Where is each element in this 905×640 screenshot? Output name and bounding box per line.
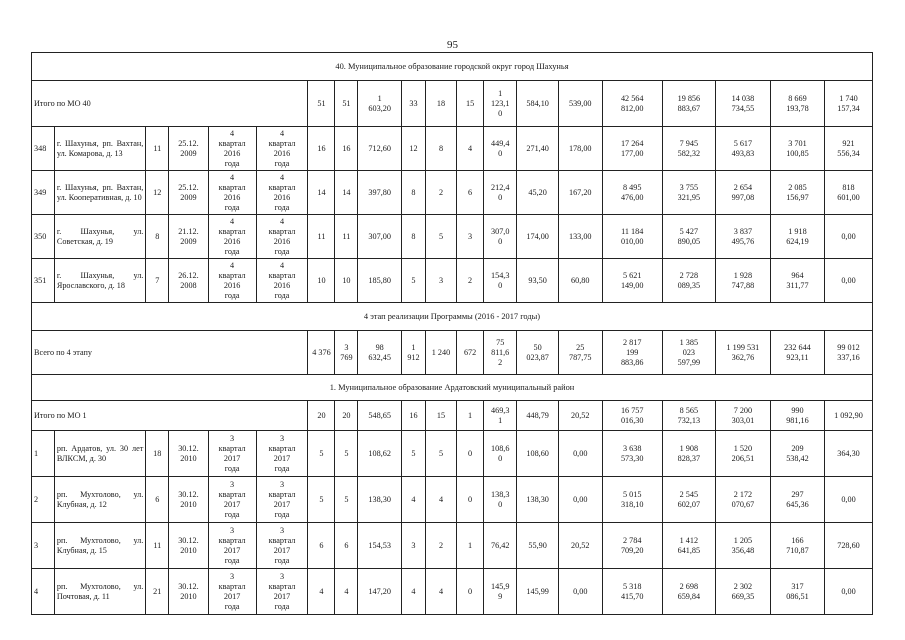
table-cell: 16 bbox=[335, 127, 358, 171]
table-cell: 271,40 bbox=[517, 127, 559, 171]
table-cell: 3 квартал 2017 года bbox=[208, 477, 256, 523]
table-cell: 174,00 bbox=[517, 215, 559, 259]
total-cell: 16 757 016,30 bbox=[602, 401, 662, 431]
total-cell: 51 bbox=[308, 81, 335, 127]
table-cell: 138,30 bbox=[358, 477, 402, 523]
total-cell: 1 740 157,34 bbox=[824, 81, 872, 127]
table-cell: 0,00 bbox=[824, 259, 872, 303]
table-cell: 5 617 493,83 bbox=[715, 127, 770, 171]
table-cell: 1 918 624,19 bbox=[770, 215, 824, 259]
total-cell: 14 038 734,55 bbox=[715, 81, 770, 127]
table-cell: 3 bbox=[425, 259, 456, 303]
table-cell: 1 908 828,37 bbox=[662, 431, 715, 477]
table-cell: 108,62 bbox=[358, 431, 402, 477]
table-cell: 21 bbox=[146, 569, 169, 615]
table-cell: 712,60 bbox=[358, 127, 402, 171]
address-cell: рп. Мухтолово, ул. Клубная, д. 15 bbox=[54, 523, 145, 569]
table-cell: 6 bbox=[457, 171, 484, 215]
table-cell: 11 bbox=[308, 215, 335, 259]
table-cell: 4 квартал 2016 года bbox=[256, 127, 308, 171]
total-cell: 3 769 bbox=[335, 331, 358, 375]
table-cell: 145,99 bbox=[517, 569, 559, 615]
table-cell: 1 bbox=[457, 523, 484, 569]
total-cell: 448,79 bbox=[517, 401, 559, 431]
total-cell: 16 bbox=[402, 401, 426, 431]
total-cell: 584,10 bbox=[517, 81, 559, 127]
table-cell: 212,4 0 bbox=[484, 171, 517, 215]
table-cell: 0 bbox=[457, 431, 484, 477]
table-cell: 0,00 bbox=[558, 477, 602, 523]
table-cell: 964 311,77 bbox=[770, 259, 824, 303]
total-cell: 15 bbox=[457, 81, 484, 127]
total-cell: 8 669 193,78 bbox=[770, 81, 824, 127]
table-cell: 30.12. 2010 bbox=[169, 477, 209, 523]
table-cell: 30.12. 2010 bbox=[169, 523, 209, 569]
table-cell: 4 bbox=[335, 569, 358, 615]
table-cell: 350 bbox=[32, 215, 55, 259]
table-cell: 2 728 089,35 bbox=[662, 259, 715, 303]
address-cell: г. Шахунья, рп. Вахтан, ул. Комарова, д. 13 bbox=[54, 127, 145, 171]
total-cell: 8 565 732,13 bbox=[662, 401, 715, 431]
table-cell: 7 945 582,32 bbox=[662, 127, 715, 171]
table-cell: 30.12. 2010 bbox=[169, 431, 209, 477]
table-cell: 0 bbox=[457, 477, 484, 523]
table-cell: 5 318 415,70 bbox=[602, 569, 662, 615]
table-cell: 5 bbox=[402, 431, 426, 477]
table-cell: 364,30 bbox=[824, 431, 872, 477]
table-cell: 2 bbox=[425, 171, 456, 215]
table-cell: 0,00 bbox=[824, 477, 872, 523]
table-cell: 4 квартал 2016 года bbox=[208, 171, 256, 215]
table-cell: 728,60 bbox=[824, 523, 872, 569]
table-cell: 2 654 997,08 bbox=[715, 171, 770, 215]
table-cell: 1 bbox=[32, 431, 55, 477]
total-label: Итого по МО 40 bbox=[32, 81, 308, 127]
address-cell: г. Шахунья, рп. Вахтан, ул. Кооперативная, д. 10 bbox=[54, 171, 145, 215]
table-cell: 4 квартал 2016 года bbox=[208, 215, 256, 259]
total-cell: 1 bbox=[457, 401, 484, 431]
section-title: 1. Муниципальное образование Ардатовский муниципальный район bbox=[32, 375, 873, 401]
table-cell: 4 bbox=[32, 569, 55, 615]
table-cell: 5 bbox=[308, 477, 335, 523]
table-cell: 3 bbox=[402, 523, 426, 569]
table-cell: 307,00 bbox=[358, 215, 402, 259]
table-cell: 8 bbox=[402, 171, 426, 215]
table-cell: 7 bbox=[146, 259, 169, 303]
table-cell: 2 302 669,35 bbox=[715, 569, 770, 615]
table-cell: 5 bbox=[402, 259, 426, 303]
total-cell: 15 bbox=[425, 401, 456, 431]
table-cell: 5 015 318,10 bbox=[602, 477, 662, 523]
address-cell: рп. Мухтолово, ул. Клубная, д. 12 bbox=[54, 477, 145, 523]
table-cell: 8 bbox=[402, 215, 426, 259]
total-cell: 7 200 303,01 bbox=[715, 401, 770, 431]
table-cell: 11 bbox=[146, 127, 169, 171]
table-cell: 3 квартал 2017 года bbox=[256, 523, 308, 569]
table-cell: 25.12. 2009 bbox=[169, 127, 209, 171]
total-cell: 672 bbox=[457, 331, 484, 375]
address-cell: г. Шахунья, ул. Ярославского, д. 18 bbox=[54, 259, 145, 303]
table-cell: 2 698 659,84 bbox=[662, 569, 715, 615]
table-cell: 3 квартал 2017 года bbox=[208, 431, 256, 477]
table-cell: 2 172 070,67 bbox=[715, 477, 770, 523]
total-label: Всего по 4 этапу bbox=[32, 331, 308, 375]
table-cell: 45,20 bbox=[517, 171, 559, 215]
table-row bbox=[32, 477, 873, 523]
table-cell: 5 bbox=[425, 431, 456, 477]
table-cell: 1 520 206,51 bbox=[715, 431, 770, 477]
table-cell: 3 bbox=[457, 215, 484, 259]
total-cell: 20 bbox=[308, 401, 335, 431]
table-cell: 4 bbox=[308, 569, 335, 615]
total-cell: 99 012 337,16 bbox=[824, 331, 872, 375]
table-cell: 12 bbox=[146, 171, 169, 215]
table-cell: 4 квартал 2016 года bbox=[256, 215, 308, 259]
table-cell: 108,60 bbox=[517, 431, 559, 477]
table-cell: 2 bbox=[457, 259, 484, 303]
table-row bbox=[32, 569, 873, 615]
table-cell: 4 квартал 2016 года bbox=[208, 259, 256, 303]
table-cell: 154,3 0 bbox=[484, 259, 517, 303]
total-cell: 42 564 812,00 bbox=[602, 81, 662, 127]
table-cell: 18 bbox=[146, 431, 169, 477]
table-cell: 6 bbox=[335, 523, 358, 569]
section-title: 40. Муниципальное образование городской округ город Шахунья bbox=[32, 53, 873, 81]
table-cell: 0,00 bbox=[824, 569, 872, 615]
table-cell: 4 bbox=[402, 477, 426, 523]
table-row bbox=[32, 127, 873, 171]
total-cell: 98 632,45 bbox=[358, 331, 402, 375]
table-cell: 55,90 bbox=[517, 523, 559, 569]
address-cell: рп. Ардатов, ул. 30 лет ВЛКСМ, д. 30 bbox=[54, 431, 145, 477]
table-cell: 167,20 bbox=[558, 171, 602, 215]
total-cell: 20 bbox=[335, 401, 358, 431]
table-cell: 397,80 bbox=[358, 171, 402, 215]
table-row bbox=[32, 171, 873, 215]
table-cell: 4 квартал 2016 года bbox=[256, 259, 308, 303]
table-cell: 17 264 177,00 bbox=[602, 127, 662, 171]
table-cell: 30.12. 2010 bbox=[169, 569, 209, 615]
address-cell: г. Шахунья, ул. Советская, д. 19 bbox=[54, 215, 145, 259]
total-cell: 18 bbox=[425, 81, 456, 127]
table-row bbox=[32, 431, 873, 477]
table-cell: 5 bbox=[335, 431, 358, 477]
total-cell: 539,00 bbox=[558, 81, 602, 127]
table-cell: 307,0 0 bbox=[484, 215, 517, 259]
table-cell: 4 квартал 2016 года bbox=[208, 127, 256, 171]
table-cell: 138,3 0 bbox=[484, 477, 517, 523]
table-cell: 3 755 321,95 bbox=[662, 171, 715, 215]
table-cell: 297 645,36 bbox=[770, 477, 824, 523]
table-cell: 0,00 bbox=[824, 215, 872, 259]
table-cell: 5 427 890,05 bbox=[662, 215, 715, 259]
total-cell: 51 bbox=[335, 81, 358, 127]
table-cell: 2 bbox=[425, 523, 456, 569]
table-cell: 3 837 495,76 bbox=[715, 215, 770, 259]
table-cell: 3 701 100,85 bbox=[770, 127, 824, 171]
housing-program-table bbox=[31, 52, 873, 615]
table-cell: 209 538,42 bbox=[770, 431, 824, 477]
table-cell: 3 квартал 2017 года bbox=[208, 523, 256, 569]
table-cell: 178,00 bbox=[558, 127, 602, 171]
table-cell: 8 bbox=[425, 127, 456, 171]
table-cell: 6 bbox=[146, 477, 169, 523]
total-cell: 1 123,1 0 bbox=[484, 81, 517, 127]
total-cell: 469,3 1 bbox=[484, 401, 517, 431]
table-cell: 5 bbox=[308, 431, 335, 477]
table-cell: 185,80 bbox=[358, 259, 402, 303]
table-cell: 8 bbox=[146, 215, 169, 259]
table-cell: 3 bbox=[32, 523, 55, 569]
table-cell: 2 bbox=[32, 477, 55, 523]
table-cell: 133,00 bbox=[558, 215, 602, 259]
table-cell: 921 556,34 bbox=[824, 127, 872, 171]
total-cell: 4 376 bbox=[308, 331, 335, 375]
table-cell: 60,80 bbox=[558, 259, 602, 303]
table-cell: 14 bbox=[335, 171, 358, 215]
table-cell: 5 bbox=[425, 215, 456, 259]
table-cell: 25.12. 2009 bbox=[169, 171, 209, 215]
total-cell: 19 856 883,67 bbox=[662, 81, 715, 127]
total-cell: 1 240 bbox=[425, 331, 456, 375]
table-cell: 5 621 149,00 bbox=[602, 259, 662, 303]
total-cell: 548,65 bbox=[358, 401, 402, 431]
table-cell: 20,52 bbox=[558, 523, 602, 569]
table-cell: 0,00 bbox=[558, 431, 602, 477]
table-cell: 1 205 356,48 bbox=[715, 523, 770, 569]
table-cell: 3 квартал 2017 года bbox=[208, 569, 256, 615]
total-cell: 1 603,20 bbox=[358, 81, 402, 127]
total-cell: 50 023,87 bbox=[517, 331, 559, 375]
table-cell: 4 bbox=[425, 569, 456, 615]
table-cell: 3 квартал 2017 года bbox=[256, 569, 308, 615]
table-cell: 449,4 0 bbox=[484, 127, 517, 171]
table-cell: 317 086,51 bbox=[770, 569, 824, 615]
table-cell: 348 bbox=[32, 127, 55, 171]
total-cell: 1 912 bbox=[402, 331, 426, 375]
total-cell: 33 bbox=[402, 81, 426, 127]
table-cell: 2 545 602,07 bbox=[662, 477, 715, 523]
table-cell: 21.12. 2009 bbox=[169, 215, 209, 259]
table-cell: 3 квартал 2017 года bbox=[256, 477, 308, 523]
total-label: Итого по МО 1 bbox=[32, 401, 308, 431]
table-cell: 0,00 bbox=[558, 569, 602, 615]
table-cell: 16 bbox=[308, 127, 335, 171]
table-cell: 349 bbox=[32, 171, 55, 215]
table-cell: 4 bbox=[457, 127, 484, 171]
table-cell: 76,42 bbox=[484, 523, 517, 569]
table-cell: 4 bbox=[402, 569, 426, 615]
table-cell: 4 bbox=[425, 477, 456, 523]
table-cell: 1 928 747,88 bbox=[715, 259, 770, 303]
table-cell: 1 412 641,85 bbox=[662, 523, 715, 569]
table-cell: 145,9 9 bbox=[484, 569, 517, 615]
total-cell: 25 787,75 bbox=[558, 331, 602, 375]
table-cell: 5 bbox=[335, 477, 358, 523]
total-cell: 232 644 923,11 bbox=[770, 331, 824, 375]
table-cell: 818 601,00 bbox=[824, 171, 872, 215]
address-cell: рп. Мухтолово, ул. Почтовая, д. 11 bbox=[54, 569, 145, 615]
stage-total-row bbox=[32, 331, 873, 375]
table-cell: 108,6 0 bbox=[484, 431, 517, 477]
table-cell: 8 495 476,00 bbox=[602, 171, 662, 215]
table-cell: 11 bbox=[146, 523, 169, 569]
total-cell: 1 092,90 bbox=[824, 401, 872, 431]
total-cell: 2 817 199 883,86 bbox=[602, 331, 662, 375]
total-cell: 1 385 023 597,99 bbox=[662, 331, 715, 375]
table-row bbox=[32, 259, 873, 303]
page-number: 95 bbox=[447, 39, 458, 51]
table-cell: 93,50 bbox=[517, 259, 559, 303]
table-cell: 154,53 bbox=[358, 523, 402, 569]
table-cell: 147,20 bbox=[358, 569, 402, 615]
table-cell: 6 bbox=[308, 523, 335, 569]
table-cell: 0 bbox=[457, 569, 484, 615]
table-cell: 138,30 bbox=[517, 477, 559, 523]
total-cell: 75 811,6 2 bbox=[484, 331, 517, 375]
table-row bbox=[32, 523, 873, 569]
total-cell: 990 981,16 bbox=[770, 401, 824, 431]
total-row bbox=[32, 81, 873, 127]
table-cell: 3 638 573,30 bbox=[602, 431, 662, 477]
total-cell: 20,52 bbox=[558, 401, 602, 431]
stage-title: 4 этап реализации Программы (2016 - 2017 годы) bbox=[32, 303, 873, 331]
table-cell: 11 184 010,00 bbox=[602, 215, 662, 259]
table-cell: 2 784 709,20 bbox=[602, 523, 662, 569]
table-cell: 26.12. 2008 bbox=[169, 259, 209, 303]
table-cell: 10 bbox=[335, 259, 358, 303]
table-cell: 11 bbox=[335, 215, 358, 259]
table-cell: 351 bbox=[32, 259, 55, 303]
table-cell: 2 085 156,97 bbox=[770, 171, 824, 215]
table-cell: 14 bbox=[308, 171, 335, 215]
table-cell: 3 квартал 2017 года bbox=[256, 431, 308, 477]
table-row bbox=[32, 215, 873, 259]
total-cell: 1 199 531 362,76 bbox=[715, 331, 770, 375]
total-row bbox=[32, 401, 873, 431]
table-cell: 166 710,87 bbox=[770, 523, 824, 569]
table-cell: 12 bbox=[402, 127, 426, 171]
table-cell: 4 квартал 2016 года bbox=[256, 171, 308, 215]
table-cell: 10 bbox=[308, 259, 335, 303]
